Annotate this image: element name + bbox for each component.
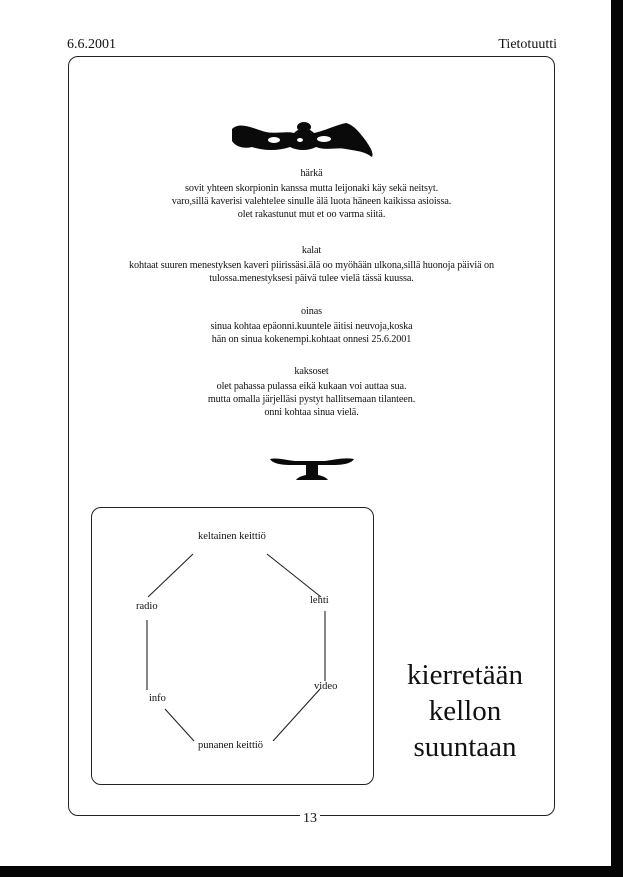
horoscope-sign: kaksoset: [294, 366, 329, 377]
connector-line: [267, 554, 321, 597]
ink-ornament-bottom: [268, 453, 356, 483]
horoscope-line: varo,sillä kaverisi valehtelee sinulle älä luota häneen kaikissa asioissa.: [171, 196, 452, 207]
horoscope-harka: [74, 167, 549, 221]
horoscope-line: tulossa.menestyksesi päivä tulee vielä tässä kuussa.: [209, 273, 414, 284]
connector-line: [165, 709, 194, 741]
horoscope-sign: kalat: [301, 245, 322, 256]
slogan-line: suuntaan: [413, 731, 517, 763]
horoscope-sign: härkä: [300, 168, 323, 179]
connector-line: [273, 689, 320, 741]
horoscope-line: sinua kohtaa epäonni.kuuntele äitisi neuvoja,koska: [210, 321, 413, 332]
wheel-node-info: info: [149, 693, 166, 704]
wheel-node-keltainen-keittio: keltainen keittiö: [198, 531, 266, 542]
connector-line: [148, 554, 193, 597]
slogan-line: kierretään: [407, 659, 523, 691]
horoscope-line: mutta omalla järjelläsi pystyt hallitsemaan tilanteen.: [207, 394, 416, 405]
slogan-line: kellon: [428, 695, 502, 727]
horoscope-line: onni kohtaa sinua vielä.: [264, 407, 359, 418]
scan-edge-bottom: [0, 866, 623, 877]
horoscope-oinas: [74, 305, 549, 346]
horoscope-kaksoset: [74, 365, 549, 419]
ink-ornament-top: [228, 117, 376, 159]
horoscope-line: kohtaat suuren menestyksen kaveri piirissäsi.älä oo myöhään ulkona,sillä huonoja päiviä on: [128, 260, 495, 271]
wheel-node-video: video: [314, 681, 338, 692]
rotation-slogan: [390, 657, 540, 765]
horoscope-line: olet rakastunut mut et oo varma siitä.: [237, 209, 386, 220]
page-number: 13: [300, 811, 320, 827]
wheel-node-punanen-keittio: punanen keittiö: [198, 740, 264, 751]
wheel-node-lehti: lehti: [310, 595, 329, 606]
wheel-node-radio: radio: [136, 601, 158, 612]
scan-edge-right: [611, 0, 623, 877]
horoscope-line: olet pahassa pulassa eikä kukaan voi auttaa sua.: [216, 381, 407, 392]
horoscope-sign: oinas: [300, 306, 322, 317]
horoscope-line: hän on sinua kokenempi.kohtaat onnesi 25.6.2001: [211, 334, 412, 345]
horoscope-line: sovit yhteen skorpionin kanssa mutta leijonaki käy sekä neitsyt.: [184, 183, 439, 194]
horoscope-kalat: [74, 244, 549, 285]
header-publication: Tietotuutti: [498, 37, 557, 52]
header-date: 6.6.2001: [67, 37, 116, 52]
